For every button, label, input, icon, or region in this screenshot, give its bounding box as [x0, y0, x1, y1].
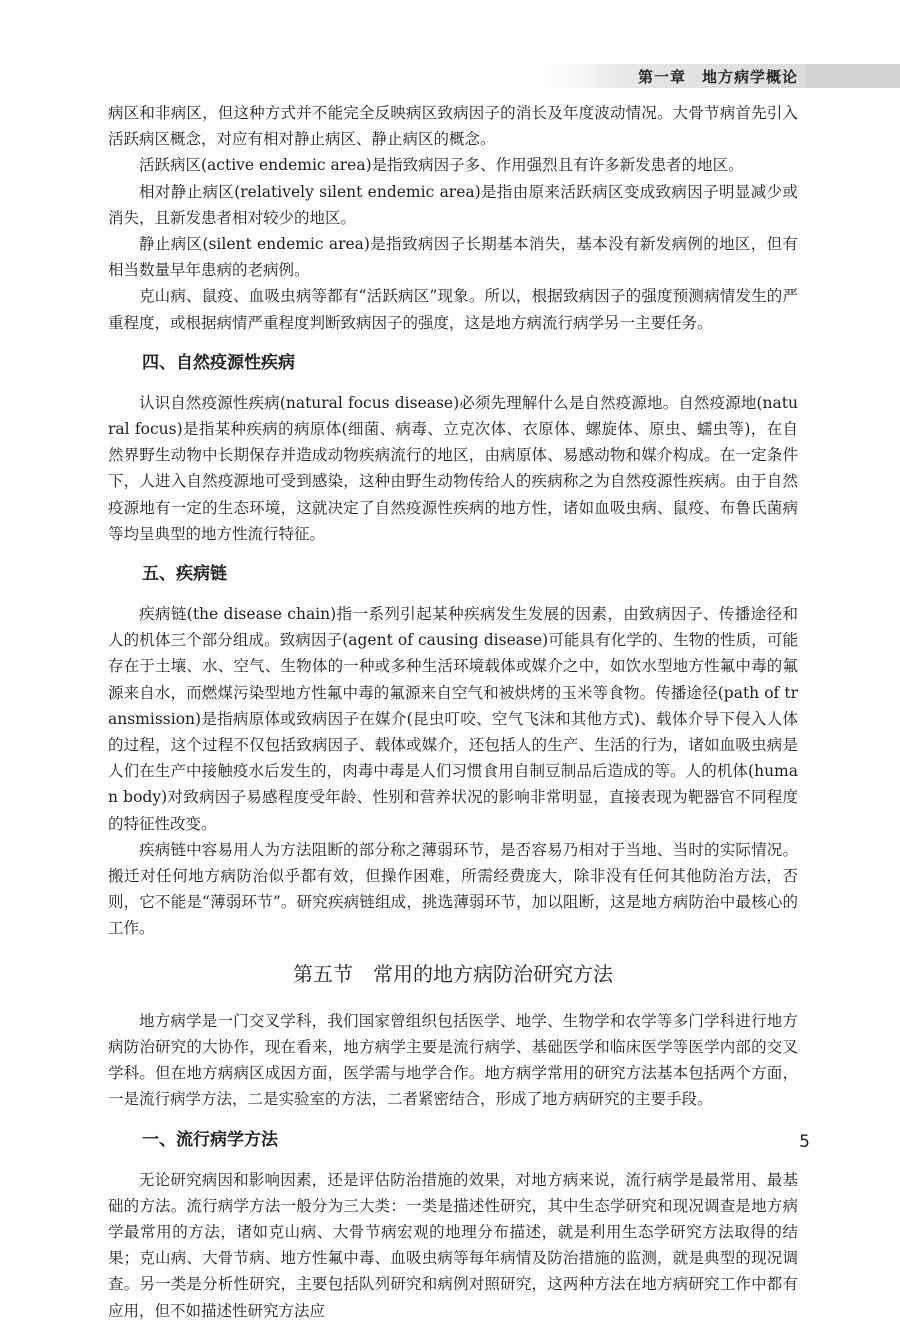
chapter-title: 第一章 地方病学概论	[637, 68, 798, 86]
paragraph: 无论研究病因和影响因素，还是评估防治措施的效果，对地方病来说，流行病学是最常用、最基础的方法。流行病学方法一般分为三大类：一类是描述性研究，其中生态学研究和现况调查是地方病学最常用的方法，诸如克山病、大骨节病宏观的地理分布描述，就是利用生态学研究方法取得的结果；克山病、大骨节病、地方性氟中毒、血吸虫病等每年病情及防治措施的监测，就是典型的现况调查。另一类是分析性研究，主要包括队列研究和病例对照研究，这两种方法在地方病研究工作中都有应用，但不如描述性研究方法应	[108, 1170, 798, 1320]
paragraph: 疾病链中容易用人为方法阻断的部分称之薄弱环节，是否容易乃相对于当地、当时的实际情况。搬迁对任何地方病防治似乎都有效，但操作困难，所需经费庞大，除非没有任何其他防治方法，否则，它不能是“薄弱环节”。研究疾病链组成，挑选薄弱环节，加以阻断，这是地方病防治中最核心的工作。	[108, 840, 798, 938]
paragraph: 活跃病区(active endemic area)是指致病因子多、作用强烈且有许多新发患者的地区。	[139, 156, 744, 175]
paragraph: 静止病区(silent endemic area)是指致病因子长期基本消失，基本没有新发病例的地区，但有相当数量早年患病的老病例。	[108, 235, 798, 280]
section-heading: 第五节 常用的地方病防治研究方法	[293, 961, 613, 986]
subsection-heading: 四、自然疫源性疾病	[142, 352, 295, 373]
subsection-heading: 一、流行病学方法	[142, 1129, 278, 1150]
page-body	[108, 100, 798, 1324]
header-tab	[805, 64, 900, 88]
page-number: 5	[799, 1132, 810, 1152]
paragraph: 疾病链(the disease chain)指一系列引起某种疾病发生发展的因素，由致病因子、传播途径和人的机体三个部分组成。致病因子(agent of causing disease)可能具有化学的、生物的性质，可能存在于土壤、水、空气、生物体的一种或多种生活环境载体或媒介之中，如饮水型地方性氟中毒的氟源来自水，而燃煤污染型地方性氟中毒的氟源来自空气和被烘烤的玉米等食物。传播途径(path of transmission)是指病原体或致病因子在媒介(昆虫叮咬、空气飞沫和其他方式)、载体介导下侵入人体的过程，这个过程不仅包括致病因子、载体或媒介，还包括人的生产、生活的行为，诸如血吸虫病是人们在生产中接触疫水后发生的，肉毒中毒是人们习惯食用自制豆制品后造成的等。人的机体(human body)对致病因子易感程度受年龄、性别和营养状况的影响非常明显，直接表现为靶器官不同程度的特征性改变。	[108, 605, 798, 833]
paragraph-continued: 病区和非病区，但这种方式并不能完全反映病区致病因子的消长及年度波动情况。大骨节病首先引入活跃病区概念，对应有相对静止病区、静止病区的概念。	[108, 104, 798, 149]
paragraph: 地方病学是一门交叉学科，我们国家曾组织包括医学、地学、生物学和农学等多门学科进行地方病防治研究的大协作，现在看来，地方病学主要是流行病学、基础医学和临床医学等医学内部的交叉学科。但在地方病病区成因方面，医学需与地学合作。地方病学常用的研究方法基本包括两个方面，一是流行病学方法，二是实验室的方法，二者紧密结合，形成了地方病研究的主要手段。	[108, 1011, 798, 1109]
running-header	[0, 64, 900, 88]
paragraph: 认识自然疫源性疾病(natural focus disease)必须先理解什么是自然疫源地。自然疫源地(natural focus)是指某种疾病的病原体(细菌、病毒、立克次体、衣原体、螺旋体、原虫、蠕虫等)，在自然界野生动物中长期保存并造成动物疾病流行的地区，由病原体、易感动物和媒介构成。在一定条件下，人进入自然疫源地可受到感染，这种由野生动物传给人的疾病称之为自然疫源性疾病。由于自然疫源地有一定的生态环境，这就决定了自然疫源性疾病的地方性，诸如血吸虫病、鼠疫、布鲁氏菌病等均呈典型的地方性流行特征。	[108, 393, 798, 543]
paragraph: 相对静止病区(relatively silent endemic area)是指由原来活跃病区变成致病因子明显减少或消失，且新发患者相对较少的地区。	[108, 182, 798, 227]
subsection-heading: 五、疾病链	[142, 564, 227, 585]
paragraph: 克山病、鼠疫、血吸虫病等都有“活跃病区”现象。所以，根据致病因子的强度预测病情发生的严重程度，或根据病情严重程度判断致病因子的强度，这是地方病流行病学另一主要任务。	[108, 287, 798, 332]
